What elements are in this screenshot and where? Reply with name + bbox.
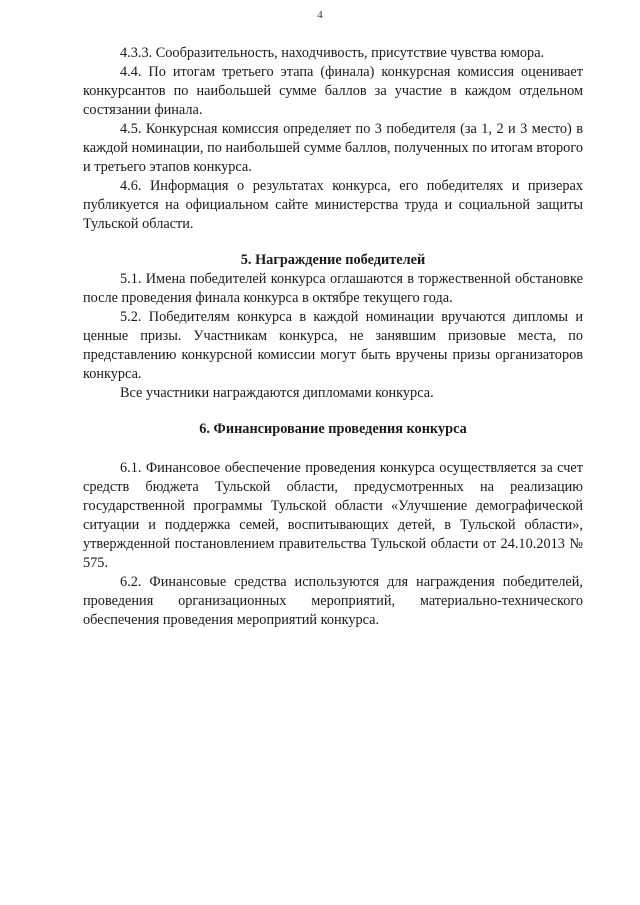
section-5-heading: 5. Награждение победителей bbox=[240, 252, 426, 268]
paragraph-6-2: 6.2. Финансовые средства используются для награждения победителей, проведения организационных мероприятий, материально-технического обеспечения проведения мероприятий конкурса. bbox=[83, 574, 583, 628]
paragraph-4-3-3: 4.3.3. Сообразительность, находчивость, присутствие чувства юмора. bbox=[120, 45, 545, 61]
paragraph-5-2: 5.2. Победителям конкурса в каждой номинации вручаются дипломы и ценные призы. Участникам конкурса, не занявшим призовые места, по представлению конкурсной комиссии могут быть вручены призы организаторов конкурса. bbox=[83, 309, 583, 382]
paragraph-4-5: 4.5. Конкурсная комиссия определяет по 3 победителя (за 1, 2 и 3 место) в каждой номинации, по наибольшей сумме баллов, полученных по итогам второго и третьего этапов конкурса. bbox=[83, 121, 583, 175]
paragraph-4-4: 4.4. По итогам третьего этапа (финала) конкурсная комиссия оценивает конкурсантов по наибольшей сумме баллов за участие в каждом отдельном состязании финала. bbox=[83, 64, 583, 118]
page-number: 4 bbox=[317, 9, 323, 21]
paragraph-5-all-participants: Все участники награждаются дипломами конкурса. bbox=[120, 385, 434, 401]
paragraph-5-1: 5.1. Имена победителей конкурса оглашаются в торжественной обстановке после проведения финала конкурса в октябре текущего года. bbox=[83, 271, 583, 306]
section-6-heading: 6. Финансирование проведения конкурса bbox=[199, 421, 467, 437]
document-body bbox=[83, 44, 583, 630]
paragraph-6-1: 6.1. Финансовое обеспечение проведения конкурса осуществляется за счет средств бюджета Тульской области, предусмотренных на реализацию государственной программы Тульской области «Улучшение демографической ситуации и поддержка семей, воспитывающих детей, в Тульской области», утвержденной постановлением правительства Тульской области от 24.10.2013 № 575. bbox=[83, 460, 583, 571]
paragraph-4-6: 4.6. Информация о результатах конкурса, его победителях и призерах публикуется на официальном сайте министерства труда и социальной защиты Тульской области. bbox=[83, 178, 583, 232]
